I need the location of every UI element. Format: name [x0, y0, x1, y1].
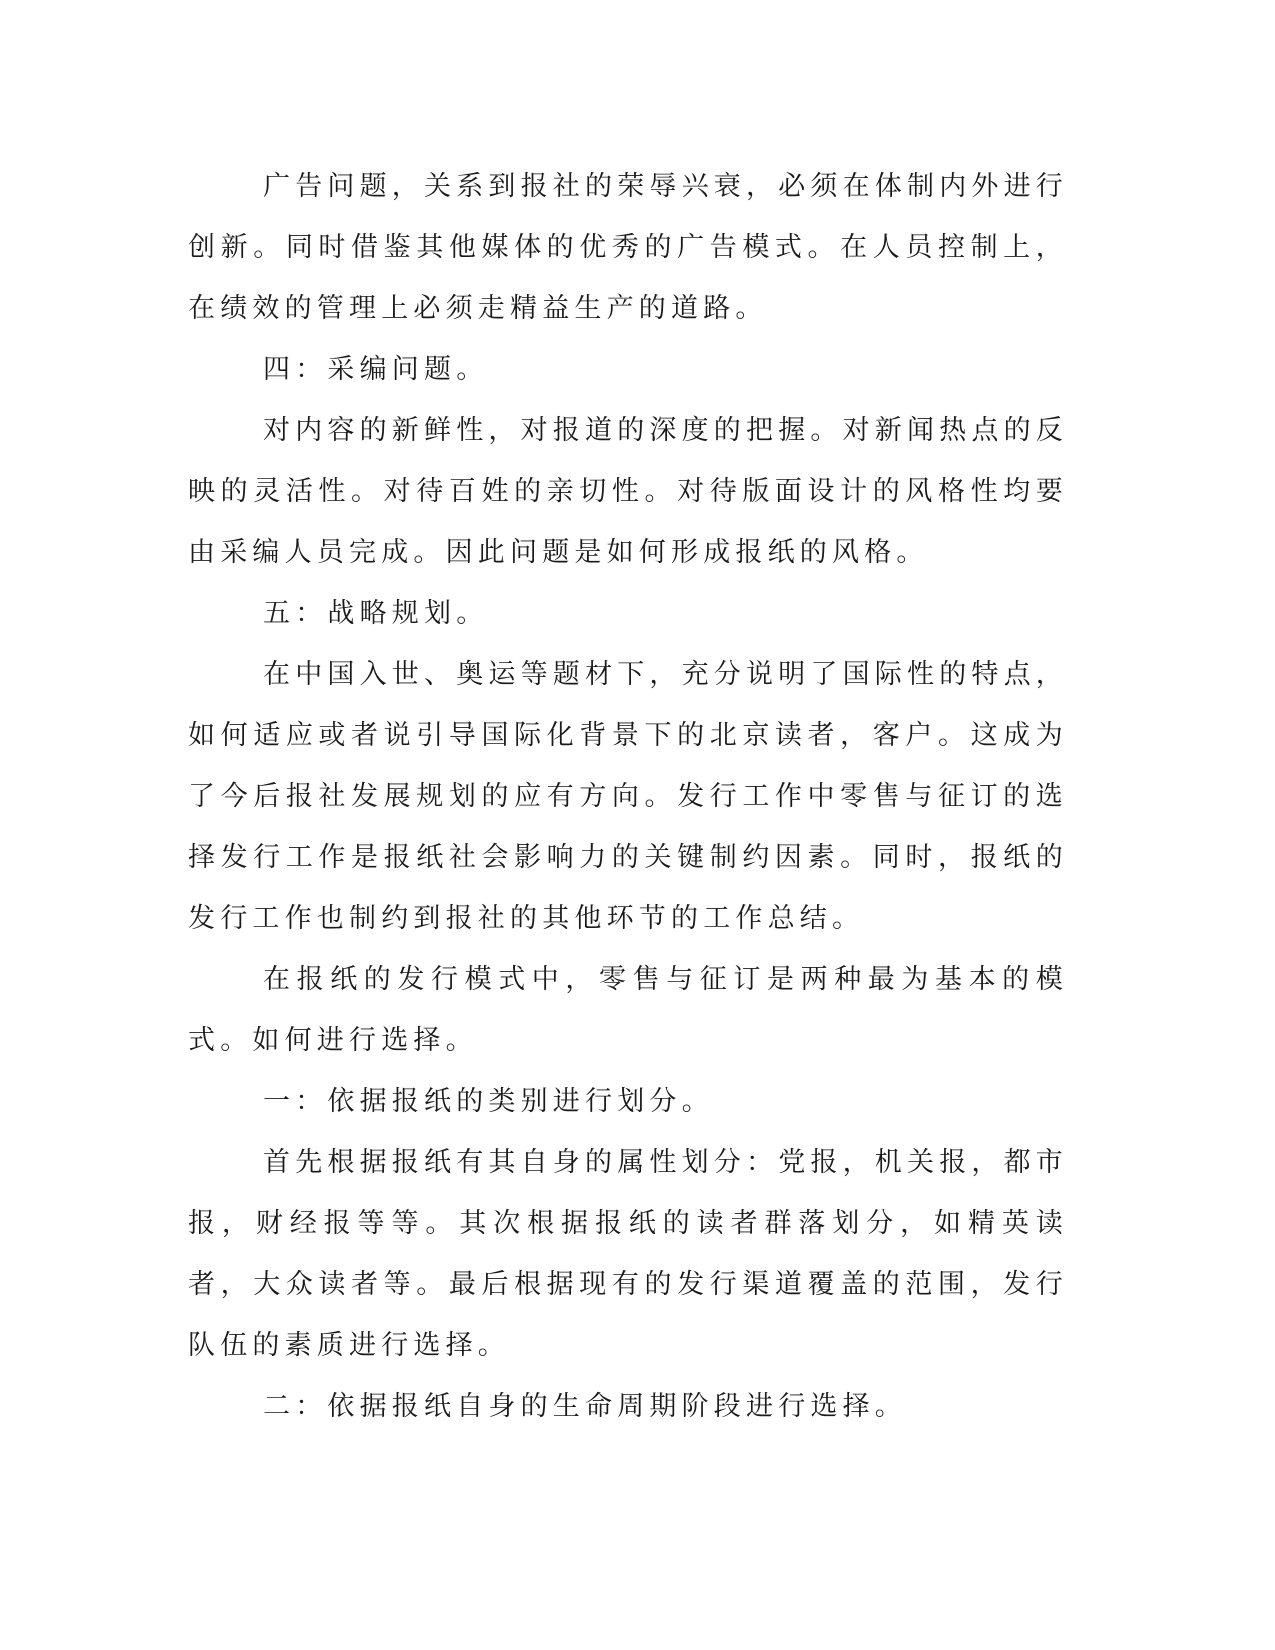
heading-strategic-planning: 五：战略规划。	[263, 598, 489, 629]
heading-by-newspaper-type: 一：依据报纸的类别进行划分。	[263, 1086, 714, 1117]
paragraph-distribution-models: 在报纸的发行模式中，零售与征订是两种最为基本的模式。如何进行选择。	[188, 964, 1068, 1056]
heading-by-life-cycle: 二：依据报纸自身的生命周期阶段进行选择。	[263, 1391, 907, 1422]
document-body	[188, 156, 1068, 1437]
heading-editorial-issues: 四：采编问题。	[263, 354, 489, 385]
paragraph-strategy: 在中国入世、奥运等题材下，充分说明了国际性的特点，如何适应或者说引导国际化背景下的北京读者，客户。这成为了今后报社发展规划的应有方向。发行工作中零售与征订的选择发行工作是报纸社会影响力的关键制约因素。同时，报纸的发行工作也制约到报社的其他环节的工作总结。	[188, 659, 1068, 934]
paragraph-classification: 首先根据报纸有其自身的属性划分：党报，机关报，都市报，财经报等等。其次根据报纸的读者群落划分，如精英读者，大众读者等。最后根据现有的发行渠道覆盖的范围，发行队伍的素质进行选择。	[188, 1147, 1068, 1361]
paragraph-advertising: 广告问题，关系到报社的荣辱兴衰，必须在体制内外进行创新。同时借鉴其他媒体的优秀的广告模式。在人员控制上，在绩效的管理上必须走精益生产的道路。	[188, 171, 1068, 324]
paragraph-editorial: 对内容的新鲜性，对报道的深度的把握。对新闻热点的反映的灵活性。对待百姓的亲切性。对待版面设计的风格性均要由采编人员完成。因此问题是如何形成报纸的风格。	[188, 415, 1068, 568]
